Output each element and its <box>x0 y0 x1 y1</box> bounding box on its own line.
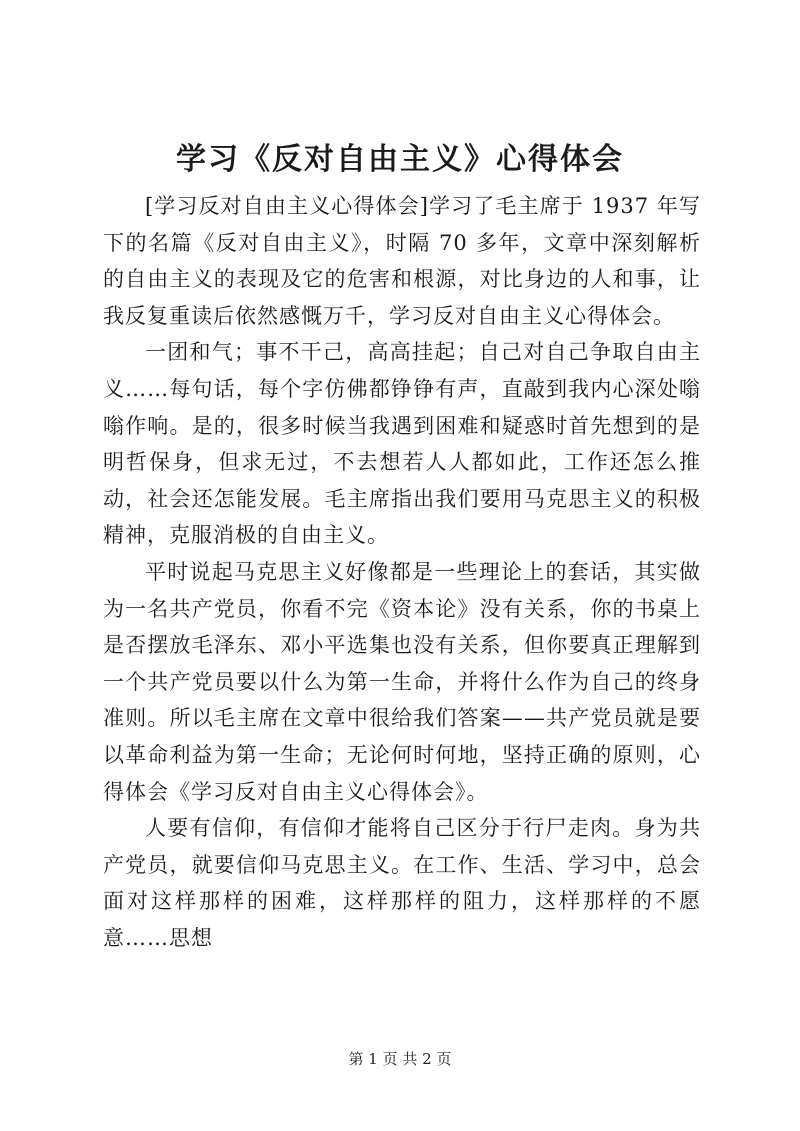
paragraph-3: 平时说起马克思主义好像都是一些理论上的套话，其实做为一名共产党员，你看不完《资本论》没有关系，你的书桌上是否摆放毛泽东、邓小平选集也没有关系，但你要真正理解到一个共产党员要以什么为第一生命，并将什么作为自己的终身准则。所以毛主席在文章中很给我们答案——共产党员就是要以革命利益为第一生命；无论何时何地，坚持正确的原则，心得体会《学习反对自由主义心得体会》。 <box>103 559 701 804</box>
page-title: 学习《反对自由主义》心得体会 <box>176 142 624 177</box>
paragraph-1: [学习反对自由主义心得体会]学习了毛主席于 1937 年写下的名篇《反对自由主义》，时隔 70 多年，文章中深刻解析的自由主义的表现及它的危害和根源，对比身边的人和事，让我反复重读后依然感慨万千，学习反对自由主义心得体会。 <box>103 194 701 328</box>
paragraph-4: 人要有信仰，有信仰才能将自己区分于行尸走肉。身为共产党员，就要信仰马克思主义。在工作、生活、学习中，总会面对这样那样的困难，这样那样的阻力，这样那样的不愿意……思想 <box>103 816 701 950</box>
page-number-footer: 第 1 页 共 2 页 <box>348 1050 452 1068</box>
document-body <box>103 188 701 956</box>
paragraph-2: 一团和气；事不干己，高高挂起；自己对自己争取自由主义……每句话，每个字仿佛都铮铮有声，直敲到我内心深处嗡嗡作响。是的，很多时候当我遇到困难和疑惑时首先想到的是明哲保身，但求无过，不去想若人人都如此，工作还怎么推动，社会还怎能发展。毛主席指出我们要用马克思主义的积极精神，克服消极的自由主义。 <box>103 340 701 548</box>
